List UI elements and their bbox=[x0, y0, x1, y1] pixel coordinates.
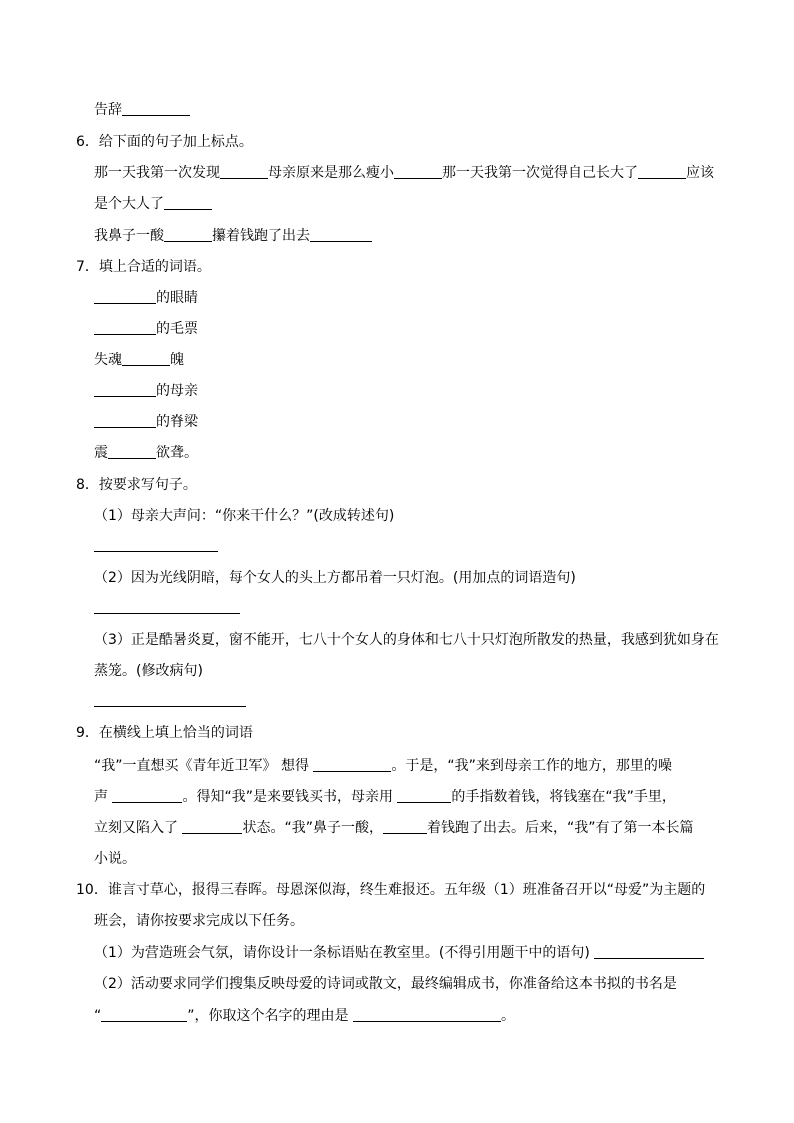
q8-sub-3-line-2: 蒸笼。(修改病句) bbox=[94, 663, 203, 679]
question-10-heading-line-2: 班会，请你按要求完成以下任务。 bbox=[94, 913, 304, 929]
q8-sub-1: （1）母亲大声问：“你来干什么？”(改成转述句) bbox=[94, 508, 395, 524]
text: 着钱跑了出去。后来，“我”有了第一本长篇 bbox=[426, 820, 694, 836]
answer-line[interactable] bbox=[94, 706, 246, 707]
text: （1）为营造班会气氛，请你设计一条标语贴在教室里。(不得引用题干中的语句) bbox=[94, 945, 595, 961]
question-6-heading: 6．给下面的句子加上标点。 bbox=[76, 134, 253, 150]
text: 立刻又陷入了 bbox=[94, 820, 183, 836]
answer-line[interactable] bbox=[94, 613, 240, 614]
q10-task-1 bbox=[94, 943, 704, 963]
text: 的手指数着钱，将钱塞在“我”手里， bbox=[451, 789, 676, 805]
q9-passage-line-3 bbox=[94, 818, 693, 838]
reason-blank[interactable] bbox=[353, 1007, 501, 1022]
q6-sentence-line-3 bbox=[94, 226, 372, 246]
word-blank[interactable] bbox=[94, 320, 156, 335]
text: 攥着钱跑了出去 bbox=[212, 228, 310, 244]
text: 那一天我第一次觉得自己长大了 bbox=[442, 165, 638, 181]
word-blank[interactable] bbox=[383, 819, 427, 834]
word-blank[interactable] bbox=[94, 382, 156, 397]
question-10-heading-line-1: 10．谁言寸草心，报得三春晖。母恩深似海，终生难报还。五年级（1）班准备召开以“母爱”为主题的 bbox=[76, 882, 706, 898]
q10-task-2-line-1: （2）活动要求同学们搜集反映母爱的诗词或散文，最终编辑成书，你准备给这本书拟的书名是 bbox=[94, 976, 677, 992]
text: 欲聋。 bbox=[156, 445, 198, 461]
text: 状态。“我”鼻子一酸， bbox=[242, 820, 383, 836]
question-9-heading: 9．在横线上填上恰当的词语 bbox=[76, 725, 253, 741]
punctuation-blank[interactable] bbox=[220, 164, 268, 179]
q8-sub-3-line-1: （3）正是酷暑炎夏，窗不能开，七八十个女人的身体和七八十只灯泡所散发的热量，我感到犹如身在 bbox=[94, 632, 719, 648]
text: ”，你取这个名字的理由是 bbox=[187, 1008, 353, 1024]
book-title-blank[interactable] bbox=[101, 1007, 187, 1022]
text: “我”一直想买《青年近卫军》 想得 bbox=[94, 758, 314, 774]
text: 的母亲 bbox=[156, 383, 198, 399]
slogan-blank[interactable] bbox=[594, 944, 704, 959]
q9-passage-line-2 bbox=[94, 787, 676, 807]
text: 。于是，“我”来到母亲工作的地方，那里的噪 bbox=[391, 758, 672, 774]
text: 应该 bbox=[686, 165, 714, 181]
word-blank[interactable] bbox=[122, 351, 170, 366]
text: 声 bbox=[94, 789, 113, 805]
q7-item-1 bbox=[94, 288, 198, 308]
text: 母亲原来是那么瘦小 bbox=[268, 165, 394, 181]
question-8-heading: 8．按要求写句子。 bbox=[76, 477, 197, 493]
punctuation-blank[interactable] bbox=[310, 227, 372, 242]
q6-sentence-line-2 bbox=[94, 194, 212, 214]
q9-passage-line-1 bbox=[94, 756, 672, 776]
text: “ bbox=[94, 1008, 102, 1024]
text: 那一天我第一次发现 bbox=[94, 165, 220, 181]
word-blank[interactable] bbox=[94, 413, 156, 428]
punctuation-blank[interactable] bbox=[164, 195, 212, 210]
text: 震 bbox=[94, 445, 108, 461]
q9-passage-line-4: 小说。 bbox=[94, 851, 136, 867]
text: 我鼻子一酸 bbox=[94, 228, 164, 244]
text: 失魂 bbox=[94, 352, 122, 368]
word-blank[interactable] bbox=[397, 788, 451, 803]
word-blank[interactable] bbox=[112, 788, 182, 803]
word-blank[interactable] bbox=[313, 757, 391, 772]
text: 魄 bbox=[170, 352, 184, 368]
question-7-heading: 7．填上合适的词语。 bbox=[76, 259, 211, 275]
q7-item-5 bbox=[94, 412, 198, 432]
text: 。得知“我”是来要钱买书，母亲用 bbox=[182, 789, 398, 805]
text: 的眼睛 bbox=[156, 290, 198, 306]
q8-sub-2: （2）因为光线阴暗，每个女人的头上方都吊着一只灯泡。(用加点的词语造句) bbox=[94, 570, 576, 586]
text: 是个大人了 bbox=[94, 196, 164, 212]
q10-task-2-line-2 bbox=[94, 1006, 515, 1026]
word-blank[interactable] bbox=[108, 444, 156, 459]
q7-item-4 bbox=[94, 381, 198, 401]
text: 的脊梁 bbox=[156, 414, 198, 430]
answer-line[interactable] bbox=[94, 551, 218, 552]
word-gaoci: 告辞 bbox=[94, 102, 122, 118]
text: 的毛票 bbox=[156, 321, 198, 337]
q7-item-6 bbox=[94, 443, 198, 463]
text: 。 bbox=[500, 1008, 515, 1024]
q7-item-2 bbox=[94, 319, 198, 339]
punctuation-blank[interactable] bbox=[164, 227, 212, 242]
answer-blank[interactable] bbox=[122, 101, 190, 116]
q7-item-3 bbox=[94, 350, 184, 370]
q6-sentence-line-1 bbox=[94, 163, 714, 183]
word-blank[interactable] bbox=[182, 819, 242, 834]
word-blank[interactable] bbox=[94, 289, 156, 304]
q5-gaoci-line bbox=[94, 100, 190, 120]
punctuation-blank[interactable] bbox=[394, 164, 442, 179]
punctuation-blank[interactable] bbox=[638, 164, 686, 179]
